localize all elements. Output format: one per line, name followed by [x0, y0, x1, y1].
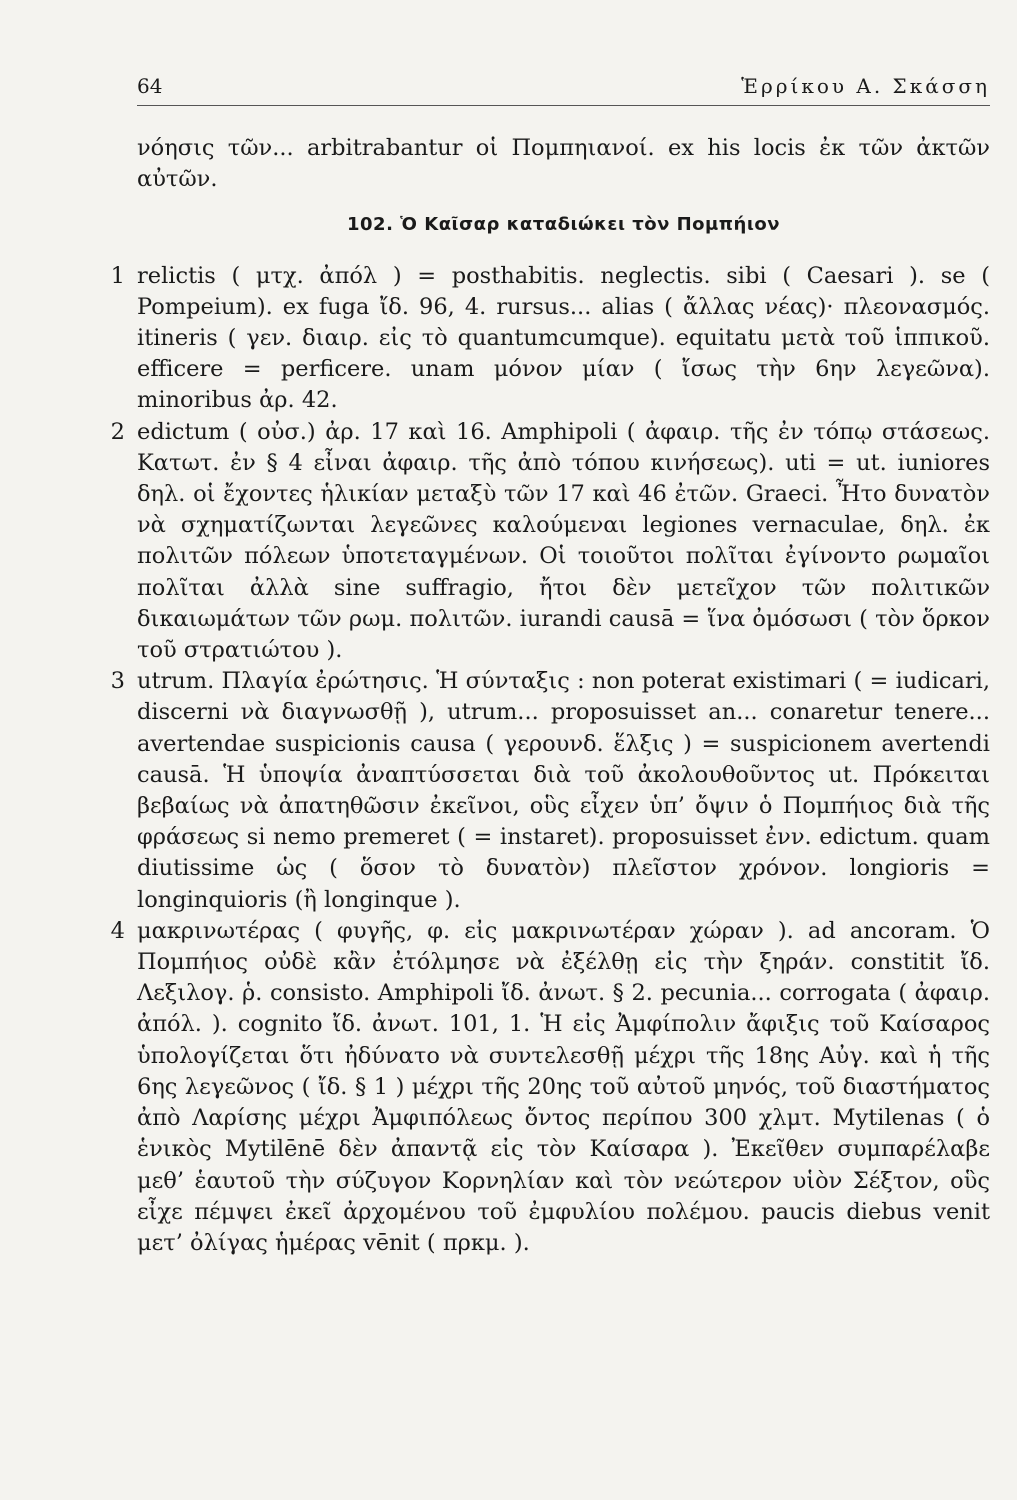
section-title: 102. Ὁ Καῖσαρ καταδιώκει τὸν Πομπήιον [347, 214, 780, 236]
commentary-paragraph-1 [110, 261, 990, 417]
text-body [110, 133, 990, 1259]
commentary-paragraph-2 [110, 417, 990, 667]
commentary-paragraph-3 [110, 666, 990, 916]
paragraph-text: relictis ( μτχ. ἀπόλ ) = posthabitis. neglectis. sibi ( Caesari ). se ( Pompeium). ex fuga ἴδ. 96, 4. rursus... alias ( ἄλλας νέας)· πλεονασμός. itineris ( γεν. διαιρ. εἰς τὸ quantumcumque). equitatu μετὰ τοῦ ἱππικοῦ. efficere = perficere. unam μόνον μίαν ( ἴσως τὴν 6ην λεγεῶνα). minoribus ἀρ. 42. [137, 262, 990, 414]
paragraph-text: utrum. Πλαγία ἐρώτησις. Ἡ σύνταξις : non poterat existimari ( = iudicari, discerni νὰ διαγνωσθῇ ), utrum... proposuisset an... conaretur tenere... avertendae suspicionis causa ( γερουνδ. ἕλξις ) = suspicionem avertendi causā. Ἡ ὑποψία ἀναπτύσσεται διὰ τοῦ ἀκολουθοῦντος ut. Πρόκειται βεβαίως νὰ ἀπατηθῶσιν ἐκεῖνοι, οὓς εἶχεν ὑπ’ ὄψιν ὁ Πομπήιος διὰ τῆς φράσεως si nemo premeret ( = instaret). proposuisset ἐνν. edictum. quam diutissime ὡς ( ὅσον τὸ δυνατὸν) πλεῖστον χρόνον. longioris = longinquioris (ἢ longinque ). [137, 668, 990, 913]
paragraph-text: edictum ( οὐσ.) ἀρ. 17 καὶ 16. Amphipoli ( ἀφαιρ. τῆς ἐν τόπῳ στάσεως. Κατωτ. ἐν § 4 εἶναι ἀφαιρ. τῆς ἀπὸ τόπου κινήσεως). uti = ut. iuniores δηλ. οἱ ἔχοντες ἡλικίαν μεταξὺ τῶν 17 καὶ 46 ἐτῶν. Graeci. Ἦτο δυνατὸν νὰ σχηματίζωνται λεγεῶνες καλούμεναι legiones vernaculae, δηλ. ἐκ πολιτῶν πόλεων ὑποτεταγμένων. Οἱ τοιοῦτοι πολῖται ἐγίνοντο ρωμαῖοι πολῖται ἀλλὰ sine suffragio, ἤτοι δὲν μετεῖχον τῶν πολιτικῶν δικαιωμάτων τῶν ρωμ. πολιτῶν. iurandi causā = ἵνα ὀμόσωσι ( τὸν ὅρκον τοῦ στρατιώτου ). [137, 418, 990, 664]
intro-paragraph: νόησις τῶν... arbitrabantur οἱ Πομπηιανοί. ex his locis ἐκ τῶν ἀκτῶν αὐτῶν. [137, 135, 990, 193]
paragraph-number: 3 [110, 668, 125, 695]
running-head: Ἑρρίκου Α. Σκάσση [741, 74, 990, 98]
header-rule [137, 105, 990, 106]
paragraph-number: 1 [110, 262, 125, 289]
paragraph-number: 4 [110, 917, 125, 944]
commentary-paragraph-4 [110, 916, 990, 1259]
paragraph-number: 2 [110, 418, 125, 445]
page-number: 64 [137, 74, 163, 98]
page-header [137, 74, 990, 98]
paragraph-text: μακρινωτέρας ( φυγῆς, φ. εἰς μακρινωτέραν χώραν ). ad ancoram. Ὁ Πομπήιος οὐδὲ κἂν ἐτόλμησε νὰ ἐξέλθῃ εἰς τὴν ξηράν. constitit ἴδ. Λεξιλογ. ῥ. consisto. Amphipoli ἴδ. ἀνωτ. § 2. pecunia... corrogata ( ἀφαιρ. ἀπόλ. ). cognito ἴδ. ἀνωτ. 101, 1. Ἡ εἰς Ἀμφίπολιν ἄφιξις τοῦ Καίσαρος ὑπολογίζεται ὅτι ἠδύνατο νὰ συντελεσθῇ μέχρι τῆς 18ης Αὐγ. καὶ ἡ τῆς 6ης λεγεῶνος ( ἴδ. § 1 ) μέχρι τῆς 20ης τοῦ αὐτοῦ μηνός, τοῦ διαστήματος ἀπὸ Λαρίσης μέχρι Ἀμφιπόλεως ὄντος περίπου 300 χλμτ. Mytilenas ( ὁ ἑνικὸς Mytilēnē δὲν ἀπαντᾷ εἰς τὸν Καίσαρα ). Ἐκεῖθεν συμπαρέλαβε μεθ’ ἑαυτοῦ τὴν σύζυγον Κορνηλίαν καὶ τὸν νεώτερον υἱὸν Σέξτον, οὓς εἶχε πέμψει ἐκεῖ ἀρχομένου τοῦ ἐμφυλίου πολέμου. paucis diebus venit μετ’ ὀλίγας ἡμέρας vēnit ( πρκμ. ). [137, 917, 990, 1256]
